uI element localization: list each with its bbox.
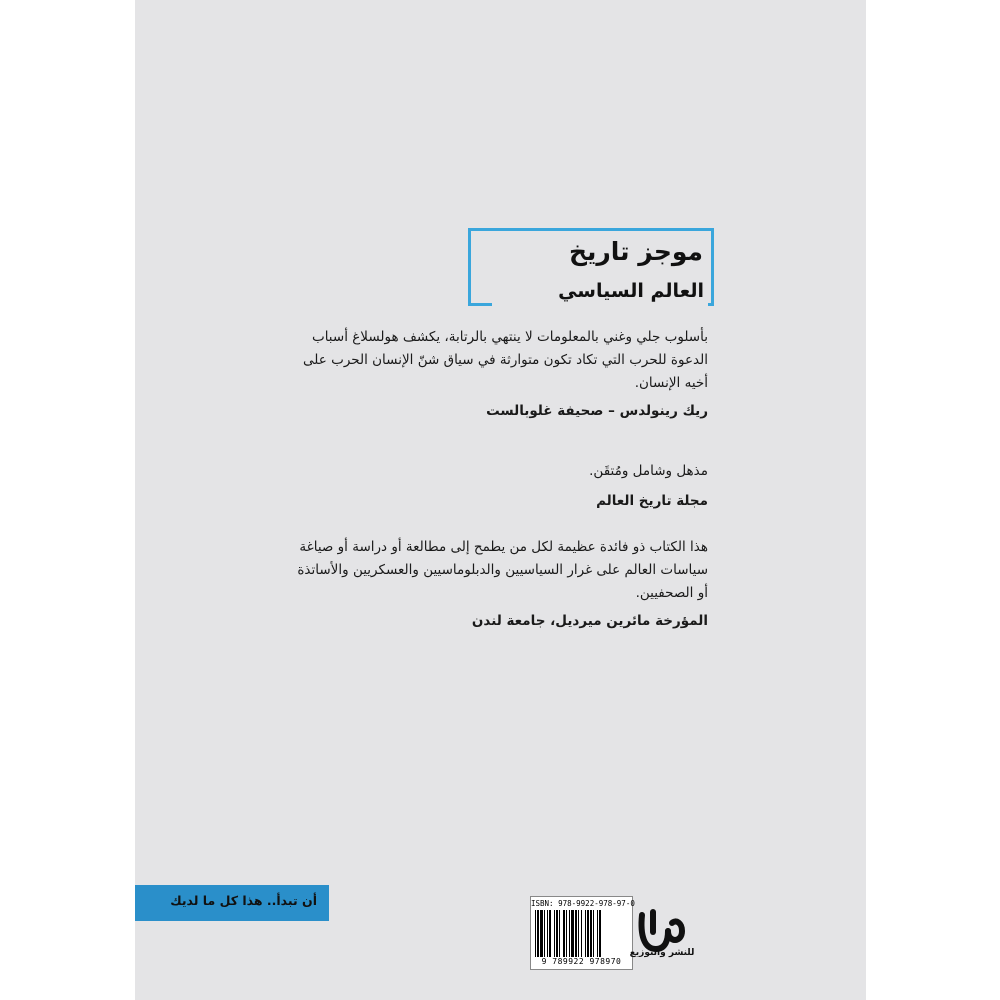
barcode-bar [587, 910, 589, 957]
barcode-number: 9 789922 978970 [541, 957, 622, 966]
barcode-bar [537, 910, 539, 957]
isbn-text: ISBN: 978-9922-978-97-0 [531, 899, 635, 908]
barcode-bar [581, 910, 582, 957]
barcode-bar [578, 910, 579, 957]
review-3 [288, 536, 708, 629]
book-subtitle: العالم السياسي [492, 280, 708, 308]
review-text: هذا الكتاب ذو فائدة عظيمة لكل من يطمح إلى مطالعة أو دراسة أو صياغة سياسات العالم على غرار السياسيين والدبلوماسيين والعسكريين والأساتذة أو الصحفيين. [297, 539, 708, 601]
barcode-bar [549, 910, 551, 957]
review-source: مجلة تاريخ العالم [596, 493, 708, 509]
review-text: بأسلوب جلي وغني بالمعلومات لا ينتهي بالرتابة، يكشف هولسلاغ أسباب الدعوة للحرب التي تكاد تكون متوارثة في سياق شنّ الإنسان الحرب على أخيه الإنسان. [303, 329, 708, 391]
barcode-bar [593, 910, 594, 957]
tagline-banner: أن تبدأ.. هذا كل ما لديك [135, 885, 329, 921]
barcode-bar [563, 910, 565, 957]
barcode-bar [566, 910, 567, 957]
review-1 [288, 326, 708, 419]
barcode-bar [590, 910, 592, 957]
review-text: مذهل وشامل ومُتقَن. [589, 463, 708, 479]
barcode-bar [556, 910, 558, 957]
barcode-bar [559, 910, 560, 957]
barcode-bar [599, 910, 601, 957]
barcode-bar [585, 910, 586, 957]
barcode-bar [569, 910, 570, 957]
review-2 [288, 460, 708, 509]
barcode-bar [571, 910, 574, 957]
barcode-bars [535, 910, 628, 957]
book-title: موجز تاريخ [569, 237, 703, 266]
barcode-bar [544, 910, 545, 957]
publisher-name: للنشر والتوزيع [629, 948, 695, 958]
barcode-bar [547, 910, 548, 957]
barcode-bar [535, 910, 536, 957]
review-source: ريك رينولدس – صحيفة غلوبالست [486, 403, 708, 419]
barcode [530, 896, 633, 970]
review-source: المؤرخة مائرين ميرديل، جامعة لندن [471, 613, 708, 629]
barcode-bar [540, 910, 543, 957]
barcode-bar [575, 910, 577, 957]
barcode-bar [554, 910, 555, 957]
barcode-bar [597, 910, 598, 957]
